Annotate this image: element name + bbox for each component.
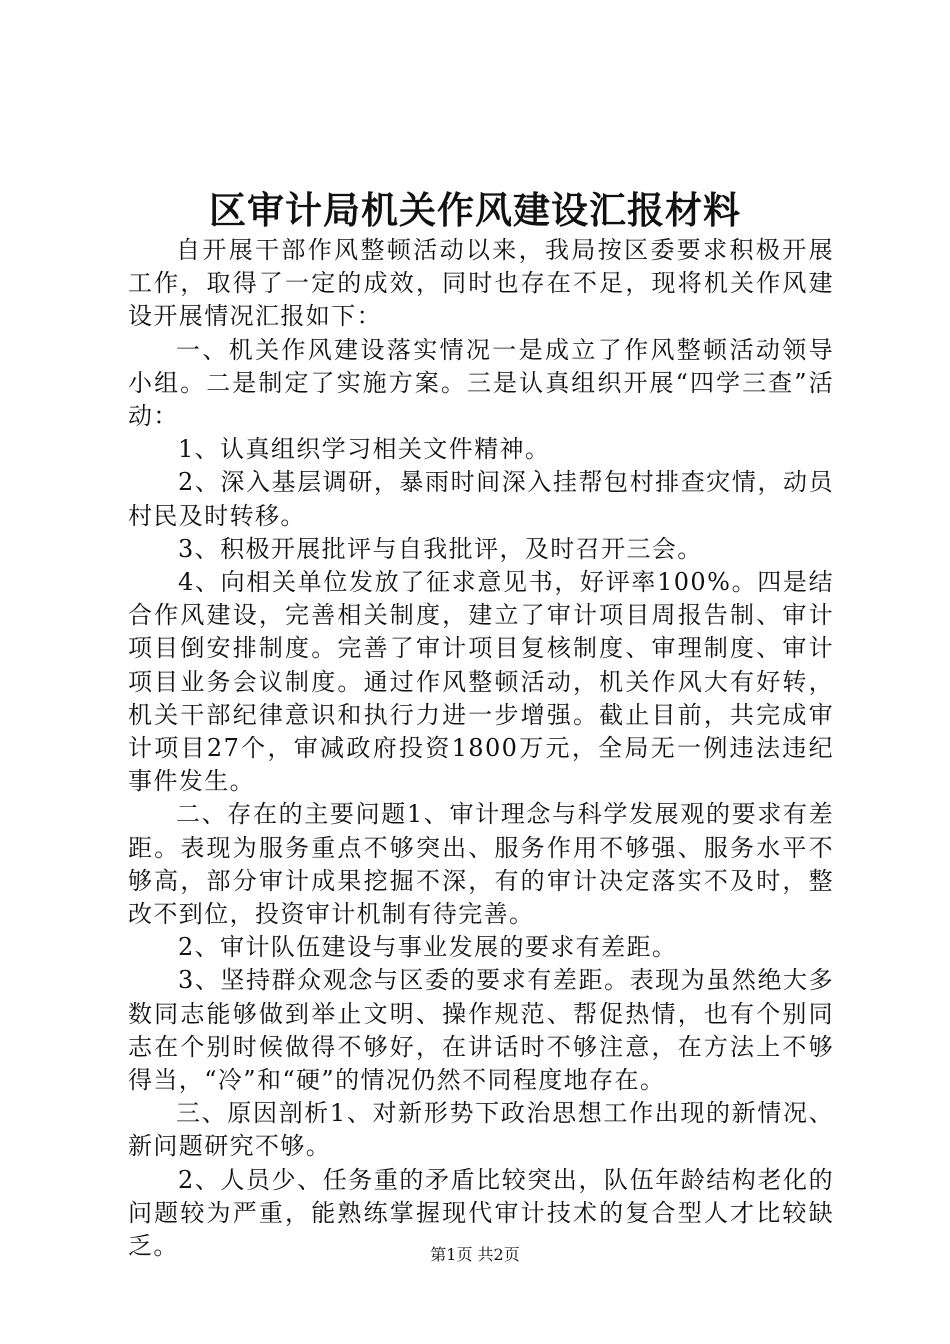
page-number-footer: 第1页 共2页 xyxy=(430,1245,520,1264)
paragraph-intro: 自开展干部作风整顿活动以来，我局按区委要求积极开展工作，取得了一定的成效，同时也存在不足，现将机关作风建设开展情况汇报如下： xyxy=(128,236,834,331)
paragraph-section-1: 一、机关作风建设落实情况一是成立了作风整顿活动领导小组。二是制定了实施方案。三是认真组织开展“四学三查”活动： xyxy=(128,335,834,431)
paragraph-item-2: 2、深入基层调研，暴雨时间深入挂帮包村排查灾情，动员村民及时转移。 xyxy=(128,468,834,530)
paragraph-section-3: 三、原因剖析1、对新形势下政治思想工作出现的新情况、新问题研究不够。 xyxy=(128,1099,834,1161)
paragraph-cause-2: 2、人员少、任务重的矛盾比较突出，队伍年龄结构老化的问题较为严重，能熟练掌握现代审计技术的复合型人才比较缺乏。 xyxy=(128,1165,834,1261)
paragraph-issue-3: 3、坚持群众观念与区委的要求有差距。表现为虽然绝大多数同志能够做到举止文明、操作规范、帮促热情，也有个别同志在个别时候做得不够好，在讲话时不够注意，在方法上不够得当，“冷”和“硬”的情况仍然不同程度地存在。 xyxy=(128,966,834,1095)
paragraph-issue-2: 2、审计队伍建设与事业发展的要求有差距。 xyxy=(178,933,678,962)
document-body xyxy=(128,234,834,1263)
document-title: 区审计局机关作风建设汇报材料 xyxy=(209,188,741,232)
paragraph-section-2: 二、存在的主要问题1、审计理念与科学发展观的要求有差距。表现为服务重点不够突出、服务作用不够强、服务水平不够高，部分审计成果挖掘不深，有的审计决定落实不及时，整改不到位，投资审计机制有待完善。 xyxy=(128,800,834,929)
paragraph-item-3: 3、积极开展批评与自我批评，及时召开三会。 xyxy=(178,534,703,563)
paragraph-item-4: 4、向相关单位发放了征求意见书，好评率100%。四是结合作风建设，完善相关制度，建立了审计项目周报告制、审计项目倒安排制度。完善了审计项目复核制度、审理制度、审计项目业务会议制度。通过作风整顿活动，机关作风大有好转，机关干部纪律意识和执行力进一步增强。截止目前，共完成审计项目27个，审减政府投资1800万元，全局无一例违法违纪事件发生。 xyxy=(128,568,834,796)
paragraph-item-1: 1、认真组织学习相关文件精神。 xyxy=(178,435,551,464)
